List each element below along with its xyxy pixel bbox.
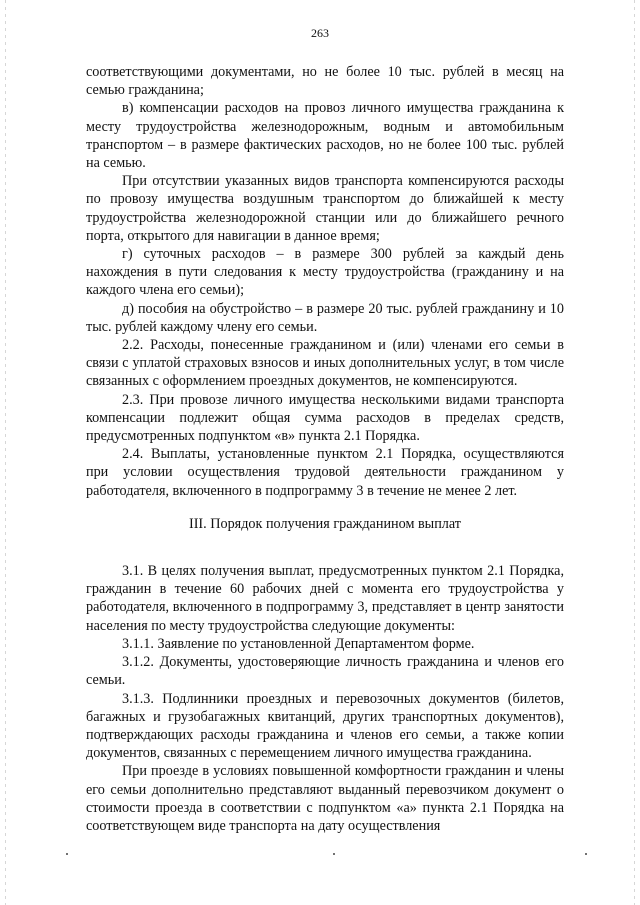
paragraph-2-4: 2.4. Выплаты, установленные пунктом 2.1 Порядка, осуществляются при условии осуществления трудовой деятельности гражданином у работодателя, включенного в подпрограмму 3 в течение не менее 2 лет. bbox=[86, 446, 564, 499]
paragraph-absent-transport: При отсутствии указанных видов транспорта компенсируются расходы по провозу имущества воздушным транспортом до ближайшей к месту трудоустройства железнодорожной станции или до ближайшего речного порта, открытого для навигации в данное время; bbox=[86, 173, 564, 244]
scan-right-edge bbox=[634, 0, 635, 905]
scan-speck bbox=[66, 853, 68, 855]
paragraph-item-d: д) пособия на обустройство – в размере 20 тыс. рублей гражданину и 10 тыс. рублей каждому члену его семьи. bbox=[86, 300, 564, 335]
scan-speck bbox=[333, 853, 335, 855]
scan-speck bbox=[585, 853, 587, 855]
scan-left-edge bbox=[5, 0, 6, 905]
paragraph-2-3: 2.3. При провозе личного имущества несколькими видами транспорта компенсации подлежит общая сумма расходов в пределах средств, предусмотренных подпунктом «в» пункта 2.1 Порядка. bbox=[86, 391, 564, 445]
paragraph-3-1-2: 3.1.2. Документы, удостоверяющие личность гражданина и членов его семьи. bbox=[86, 654, 564, 689]
paragraph-item-v: в) компенсации расходов на провоз личного имущества гражданина к месту трудоустройства железнодорожным, водным и автомобильным транспортом – в размере фактических расходов, но не более 100 тыс. рублей на семью. bbox=[86, 100, 564, 172]
document-body bbox=[86, 63, 564, 835]
paragraph-2-2: 2.2. Расходы, понесенные гражданином и (или) членами его семьи в связи с уплатой страховых взносов и иных дополнительных услуг, в том числе связанных с оформлением проездных документов, не компенсируются. bbox=[86, 337, 564, 390]
paragraph-3-1-3: 3.1.3. Подлинники проездных и перевозочных документов (билетов, багажных и грузобагажных квитанций, других транспортных документов), подтверждающих расходы гражданина и членов его семьи, а также копии документов, связанных с перемещением личного имущества гражданина. bbox=[86, 690, 564, 762]
paragraph-item-g: г) суточных расходов – в размере 300 рублей за каждый день нахождения в пути следования к месту трудоустройства (гражданину и на каждого члена его семьи); bbox=[86, 246, 564, 299]
section-heading: III. Порядок получения гражданином выплат bbox=[188, 515, 462, 532]
paragraph-3-1-1: 3.1.1. Заявление по установленной Департаментом форме. bbox=[122, 635, 475, 652]
paragraph-comfort: При проезде в условиях повышенной комфортности гражданин и члены его семьи дополнительно представляют выданный перевозчиком документ о стоимости проезда в соответствии с подпунктом «а» пункта 2.1 Порядка на соответствующем виде транспорта на дату осуществления bbox=[86, 763, 564, 834]
page-number: 263 bbox=[311, 26, 329, 40]
paragraph-3-1: 3.1. В целях получения выплат, предусмотренных пунктом 2.1 Порядка, гражданин в течение 60 рабочих дней с момента его трудоустройства у работодателя, включенного в подпрограмму 3, представляет в центр занятости населения по месту трудоустройства следующие документы: bbox=[86, 563, 564, 634]
paragraph-continuation: соответствующими документами, но не более 10 тыс. рублей в месяц на семью гражданина; bbox=[86, 64, 564, 99]
